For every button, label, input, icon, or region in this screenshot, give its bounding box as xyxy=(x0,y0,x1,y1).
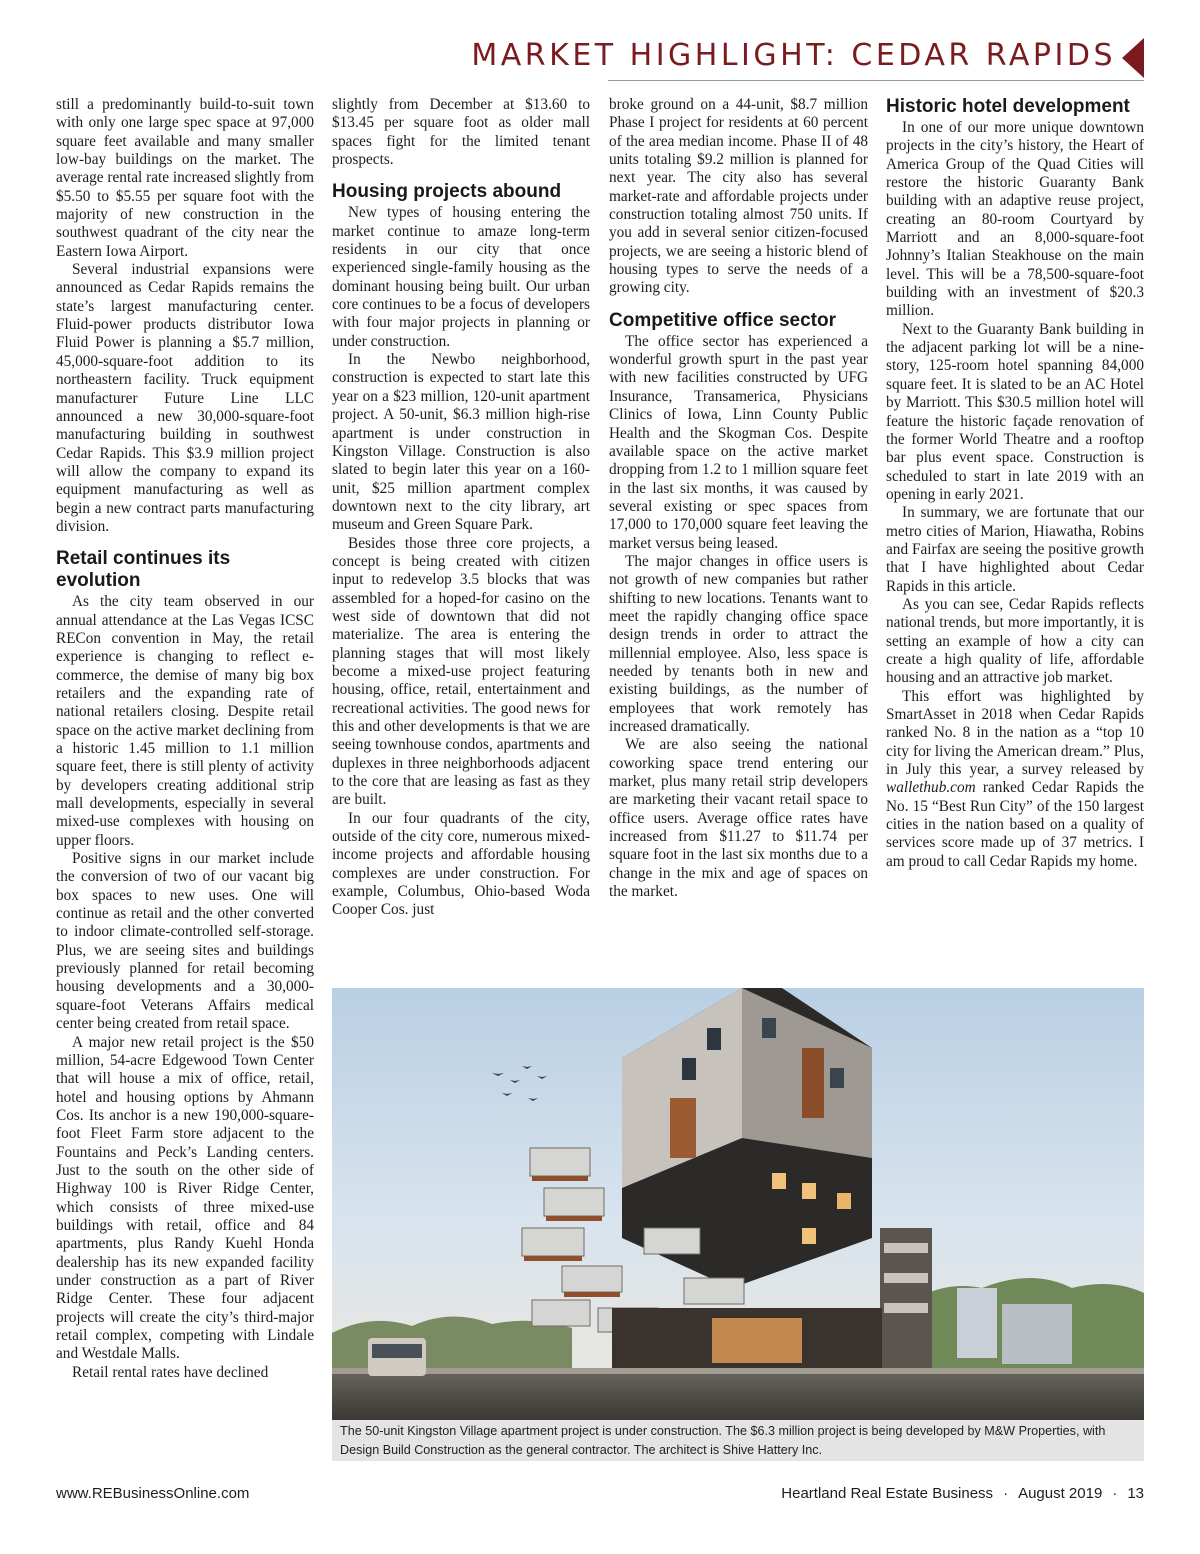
footer-website: www.REBusinessOnline.com xyxy=(56,1485,250,1502)
paragraph: New types of housing entering the market continue to amaze long-term residents in our city that once experienced single-family housing as the dominant housing being built. Our urban core continues to be a focus of developers with four major projects in planning or under construction. xyxy=(332,204,590,350)
article-column-4 xyxy=(886,96,1144,871)
paragraph: Positive signs in our market include the conversion of two of our vacant big box spaces to new uses. One will continue as retail and the other converted to indoor climate-controlled self-storage. Plus, we are seeing sites and buildings previously planned for retail becoming housing developments and a 30,000-square-foot Veterans Affairs medical center being created from retail space. xyxy=(56,850,314,1033)
paragraph: The office sector has experienced a wonderful growth spurt in the past year with new facilities constructed by UFG Insurance, Transamerica, Physicians Clinics of Iowa, Linn County Public Health and the Skogman Cos. Despite available space on the active market dropping from 1.2 to 1 million square feet in the last six months, it was caused by several existing or spec spaces from 17,000 to 170,000 square feet leaving the market versus being leased. xyxy=(609,332,868,552)
paragraph: In the Newbo neighborhood, construction is expected to start late this year on a $23 million, 120-unit apartment project. A 50-unit, $6.3 million high-rise apartment is under construction in Kingston Village. Construction is also slated to begin later this year on a 160-unit, $25 million apartment complex downtown next to the city library, art museum and Green Square Park. xyxy=(332,351,590,534)
paragraph-text: This effort was highlighted by SmartAsset in 2018 when Cedar Rapids ranked No. 8 in the nation as a “top 10 city for living the American dream.” Plus, in July this year, a survey released by xyxy=(886,687,1144,779)
paragraph: Retail rental rates have declined xyxy=(72,1363,269,1381)
paragraph xyxy=(886,688,1144,871)
section-arrow-icon xyxy=(1122,38,1144,78)
building-rendering-photo xyxy=(332,988,1144,1420)
paragraph: In summary, we are fortunate that our metro cities of Marion, Hiawatha, Robins and Fairfax are seeing the positive growth that I have highlighted about Cedar Rapids in this article. xyxy=(886,504,1144,595)
paragraph: Several industrial expansions were announced as Cedar Rapids remains the state’s largest manufacturing center. Fluid-power products distributor Iowa Fluid Power is planning a $5.7 million, 45,000-square-foot addition to its northeastern facility. Truck equipment manufacturer Future Line LLC announced a new 30,000-square-foot manufacturing building in southwest Cedar Rapids. This $3.9 million project will allow the company to expand its equipment manufacturing as well as begin a new contract parts manufacturing division. xyxy=(56,261,314,535)
footer-issue: August 2019 xyxy=(1018,1485,1103,1502)
article-column-3 xyxy=(609,96,868,901)
section-heading-office: Competitive office sector xyxy=(609,309,836,331)
section-heading-housing: Housing projects abound xyxy=(332,181,562,203)
paragraph: Next to the Guaranty Bank building in the adjacent parking lot will be a nine-story, 125-room hotel spanning 84,000 square feet. It is slated to be an AC Hotel by Marriott. This $30.5 million hotel will feature the historic façade renovation of the former World Theatre and a rooftop bar plus event space. Construction is scheduled to start in late 2019 with an opening in early 2021. xyxy=(886,320,1144,503)
paragraph-text: ranked Cedar Rapids the No. 15 “Best Run City” of the 150 largest cities in the nation based on a quality of services score made up of 37 metrics. I am proud to call Cedar Rapids my home. xyxy=(886,779,1145,870)
paragraph: We are also seeing the national coworking space trend entering our market, plus many retail strip developers are marketing their vacant retail space to office users. Average office rates have increased from $11.27 to $11.74 per square foot in the last six months due to a change in the mix and age of spaces on the market. xyxy=(609,736,868,901)
paragraph: In our four quadrants of the city, outside of the city core, numerous mixed-income projects and affordable housing complexes are under construction. For example, Columbus, Ohio-based Woda Cooper Cos. just xyxy=(332,809,590,919)
paragraph: A major new retail project is the $50 million, 54-acre Edgewood Town Center that will house a mix of office, retail, hotel and housing options by Ahmann Cos. Its anchor is a new 190,000-square-foot Fleet Farm store adjacent to the Fountains and Peck’s Landing centers. Just to the south on the other side of Highway 100 is River Ridge Center, which consists of three mixed-use buildings with retail, office and 84 apartments, plus Randy Kuehl Honda dealership has its new expanded facility under construction as a part of River Ridge Center. These four adjacent projects will create the city’s third-major retail complex, competing with Lindale and Westdale Malls. xyxy=(56,1033,314,1363)
section-heading-retail: Retail continues its evolution xyxy=(56,548,231,592)
paragraph: Besides those three core projects, a concept is being created with citizen input to redevelop 3.5 blocks that was assembled for a hoped-for casino on the west side of downtown that did not materialize. The area is entering the planning stages that will most likely become a mixed-use project featuring housing, office, retail, entertainment and recreational activities. The good news for this and other developments is that we are seeing townhouse condos, apartments and duplexes in three neighborhoods adjacent to the core that are leasing as fast as they are built. xyxy=(332,534,590,809)
section-title: MARKET HIGHLIGHT: CEDAR RAPIDS xyxy=(471,38,1116,73)
footer-publication: Heartland Real Estate Business xyxy=(781,1485,994,1502)
paragraph: As the city team observed in our annual attendance at the Las Vegas ICSC RECon convention in May, the retail experience is changing to reflect e-commerce, the demise of many big box retailers and the expanding rate of national retailers closing. Despite retail space on the active market declining from a historic 1.45 million to 1.1 million square feet, there is still plenty of activity by developers creating additional strip mall developments, especially in several mixed-use complexes with housing on upper floors. xyxy=(56,593,314,849)
footer-issue-info xyxy=(781,1485,1144,1502)
paragraph: In one of our more unique downtown projects in the city’s history, the Heart of America Group of the Quad Cities will restore the historic Guaranty Bank building with an adaptive reuse project, creating an 80-room Courtyard by Marriott and an 8,000-square-foot Johnny’s Italian Steakhouse on the main level. This will be a 78,500-square-foot building with an investment of $20.3 million. xyxy=(886,119,1144,320)
article-column-1 xyxy=(56,96,314,1382)
paragraph: slightly from December at $13.60 to $13.45 per square foot as older mall spaces fight for the limited tenant prospects. xyxy=(332,96,590,169)
paragraph: The major changes in office users is not growth of new companies but rather shifting to new locations. Tenants want to meet the rapidly changing office space design trends in order to attract the millennial employee. Also, less space is needed by tenants both in new and existing buildings, as the number of employees that work remotely has increased dramatically. xyxy=(609,552,868,735)
section-heading-hotel: Historic hotel development xyxy=(886,96,1130,117)
paragraph: As you can see, Cedar Rapids reflects national trends, but more importantly, it is setting an example of how a city can create a high quality of life, affordable housing and an attractive job market. xyxy=(886,595,1144,687)
footer-separator: · xyxy=(1112,1485,1118,1502)
article-column-2 xyxy=(332,96,590,920)
photo-caption: The 50-unit Kingston Village apartment project is under construction. The $6.3 million project is being developed by M&W Properties, with Design Build Construction as the general contractor. The architect is Shive Hattery Inc. xyxy=(332,1420,1144,1461)
wallethub-reference: wallethub.com xyxy=(886,779,976,797)
paragraph: broke ground on a 44-unit, $8.7 million Phase I project for residents at 60 percent of the area median income. Phase II of 48 units totaling $9.2 million is planned for next year. The city also has several market-rate and affordable projects under construction totaling almost 750 units. If you add in several senior citizen-focused projects, we are seeing a historic blend of housing types to serve the needs of a growing city. xyxy=(609,96,868,297)
paragraph: still a predominantly build-to-suit town with only one large spec space at 97,000 square feet available and many smaller low-bay buildings on the market. The average rental rate increased slightly from $5.50 to $5.55 per square foot with the majority of new construction in the southwest quadrant of the city near the Eastern Iowa Airport. xyxy=(56,96,314,260)
footer-separator: · xyxy=(1003,1485,1009,1502)
page-number: 13 xyxy=(1127,1485,1144,1502)
header-divider xyxy=(608,80,1144,81)
